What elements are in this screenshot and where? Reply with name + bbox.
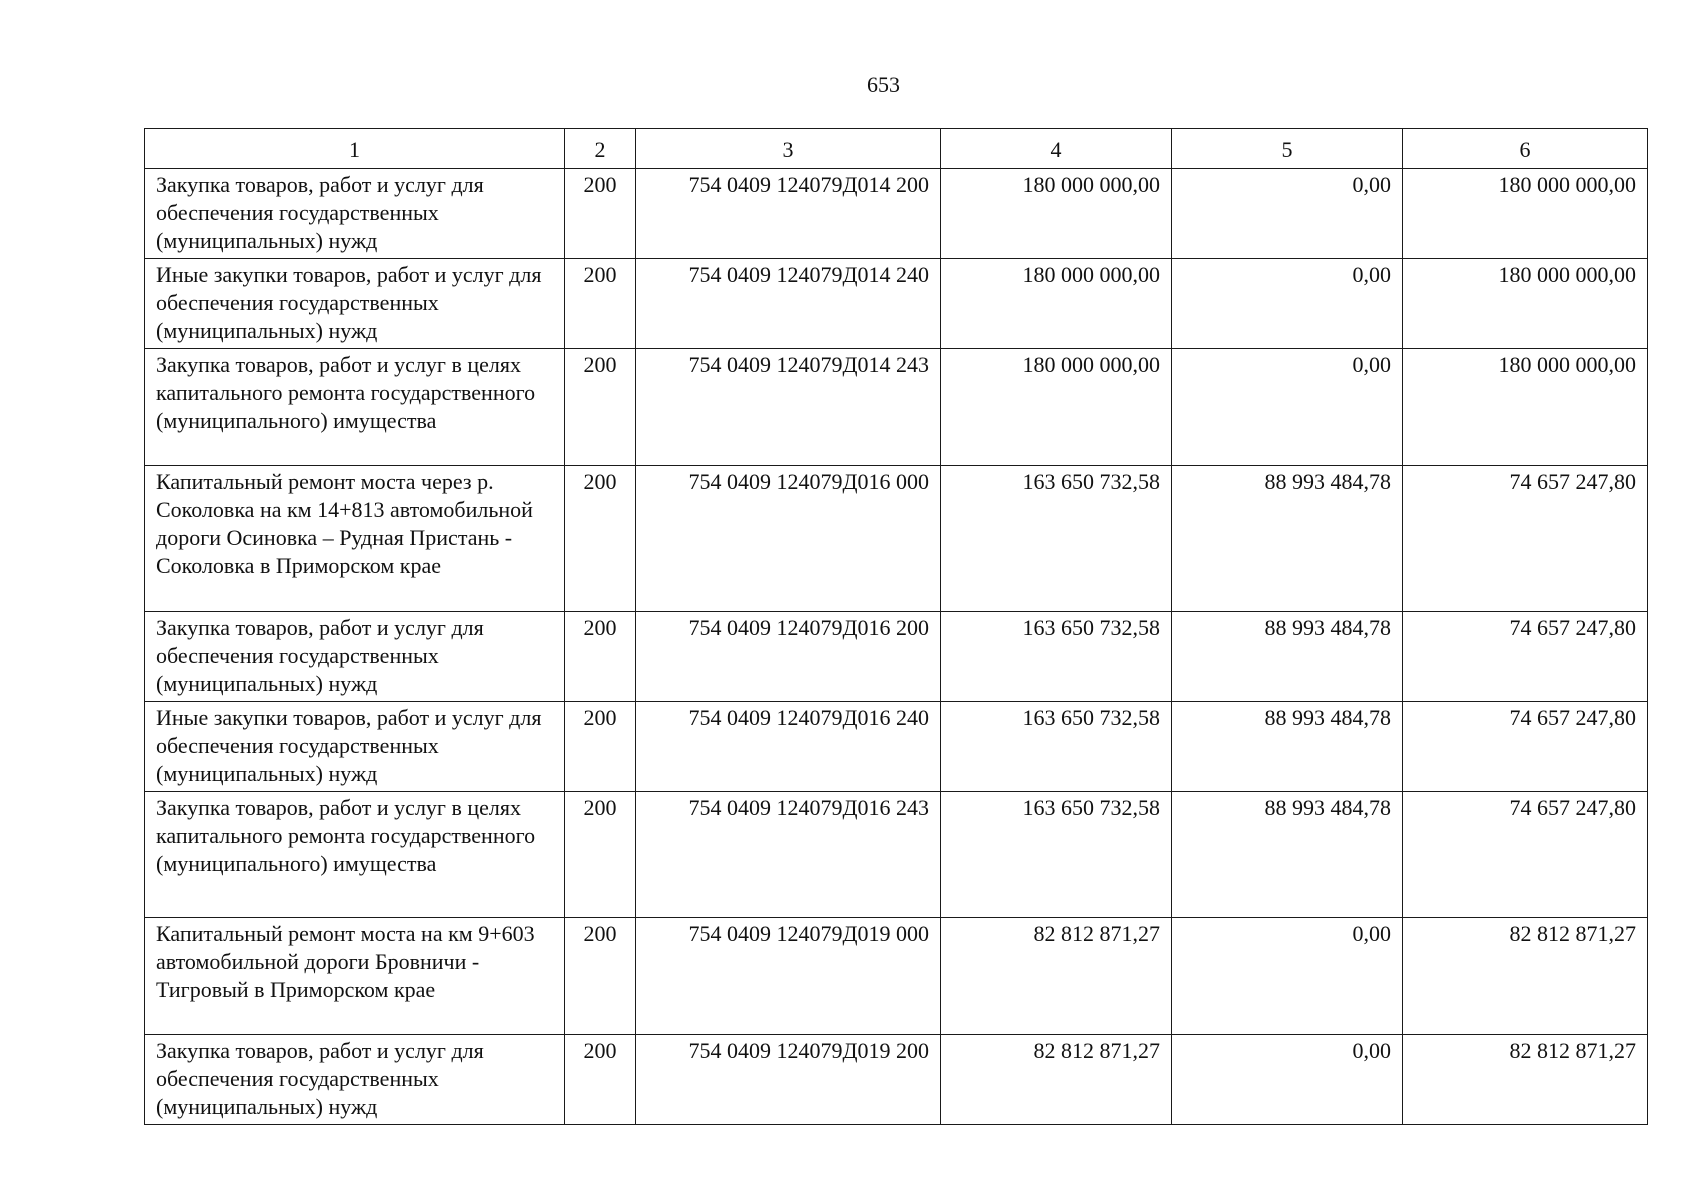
row-value-4-cell: 163 650 732,58 xyxy=(941,792,1172,918)
row-name-cell: Закупка товаров, работ и услуг для обеспечения государственных (муниципальных) нужд xyxy=(145,169,565,259)
row-kbk-cell: 754 0409 124079Д019 000 xyxy=(636,918,941,1035)
row-code-cell: 200 xyxy=(565,702,636,792)
row-value-5-cell: 88 993 484,78 xyxy=(1172,466,1403,612)
row-kbk-cell: 754 0409 124079Д014 240 xyxy=(636,259,941,349)
row-kbk-cell: 754 0409 124079Д019 200 xyxy=(636,1035,941,1125)
row-name-cell: Закупка товаров, работ и услуг для обеспечения государственных (муниципальных) нужд xyxy=(145,612,565,702)
row-name-cell: Иные закупки товаров, работ и услуг для обеспечения государственных (муниципальных) нужд xyxy=(145,259,565,349)
row-value-6-cell: 180 000 000,00 xyxy=(1403,169,1648,259)
column-header-3: 3 xyxy=(636,129,941,169)
table-row xyxy=(145,792,1648,918)
row-value-4-cell: 82 812 871,27 xyxy=(941,918,1172,1035)
row-value-6-cell: 74 657 247,80 xyxy=(1403,792,1648,918)
row-value-5-cell: 88 993 484,78 xyxy=(1172,702,1403,792)
row-name-cell: Закупка товаров, работ и услуг для обеспечения государственных (муниципальных) нужд xyxy=(145,1035,565,1125)
column-header-5: 5 xyxy=(1172,129,1403,169)
row-value-5-cell: 0,00 xyxy=(1172,918,1403,1035)
column-header-1: 1 xyxy=(145,129,565,169)
row-name-cell: Иные закупки товаров, работ и услуг для обеспечения государственных (муниципальных) нужд xyxy=(145,702,565,792)
row-value-4-cell: 163 650 732,58 xyxy=(941,612,1172,702)
row-value-6-cell: 74 657 247,80 xyxy=(1403,702,1648,792)
row-kbk-cell: 754 0409 124079Д014 243 xyxy=(636,349,941,466)
row-value-5-cell: 0,00 xyxy=(1172,349,1403,466)
row-value-4-cell: 163 650 732,58 xyxy=(941,702,1172,792)
row-code-cell: 200 xyxy=(565,169,636,259)
table-row xyxy=(145,169,1648,259)
row-code-cell: 200 xyxy=(565,349,636,466)
budget-table xyxy=(144,128,1648,1125)
table-row xyxy=(145,702,1648,792)
table-row xyxy=(145,466,1648,612)
table-row xyxy=(145,1035,1648,1125)
row-value-6-cell: 74 657 247,80 xyxy=(1403,612,1648,702)
header-row xyxy=(145,129,1648,169)
row-value-4-cell: 180 000 000,00 xyxy=(941,169,1172,259)
row-value-4-cell: 163 650 732,58 xyxy=(941,466,1172,612)
row-name-cell: Закупка товаров, работ и услуг в целях капитального ремонта государственного (муниципального) имущества xyxy=(145,349,565,466)
table-row xyxy=(145,259,1648,349)
row-value-5-cell: 0,00 xyxy=(1172,1035,1403,1125)
row-code-cell: 200 xyxy=(565,466,636,612)
column-header-6: 6 xyxy=(1403,129,1648,169)
column-header-2: 2 xyxy=(565,129,636,169)
row-value-5-cell: 88 993 484,78 xyxy=(1172,792,1403,918)
row-code-cell: 200 xyxy=(565,918,636,1035)
row-kbk-cell: 754 0409 124079Д016 240 xyxy=(636,702,941,792)
table-row xyxy=(145,349,1648,466)
row-value-4-cell: 180 000 000,00 xyxy=(941,349,1172,466)
table-row xyxy=(145,918,1648,1035)
row-kbk-cell: 754 0409 124079Д016 000 xyxy=(636,466,941,612)
row-value-6-cell: 74 657 247,80 xyxy=(1403,466,1648,612)
row-value-6-cell: 180 000 000,00 xyxy=(1403,259,1648,349)
row-name-cell: Закупка товаров, работ и услуг в целях капитального ремонта государственного (муниципального) имущества xyxy=(145,792,565,918)
row-value-5-cell: 0,00 xyxy=(1172,169,1403,259)
row-kbk-cell: 754 0409 124079Д014 200 xyxy=(636,169,941,259)
row-value-6-cell: 82 812 871,27 xyxy=(1403,1035,1648,1125)
page-number: 653 xyxy=(867,72,900,97)
row-value-4-cell: 82 812 871,27 xyxy=(941,1035,1172,1125)
row-code-cell: 200 xyxy=(565,612,636,702)
row-value-5-cell: 0,00 xyxy=(1172,259,1403,349)
row-value-4-cell: 180 000 000,00 xyxy=(941,259,1172,349)
row-code-cell: 200 xyxy=(565,1035,636,1125)
row-name-cell: Капитальный ремонт моста на км 9+603 автомобильной дороги Бровничи - Тигровый в Приморском крае xyxy=(145,918,565,1035)
row-kbk-cell: 754 0409 124079Д016 200 xyxy=(636,612,941,702)
column-header-4: 4 xyxy=(941,129,1172,169)
row-code-cell: 200 xyxy=(565,259,636,349)
row-kbk-cell: 754 0409 124079Д016 243 xyxy=(636,792,941,918)
row-value-6-cell: 82 812 871,27 xyxy=(1403,918,1648,1035)
table-row xyxy=(145,612,1648,702)
row-value-5-cell: 88 993 484,78 xyxy=(1172,612,1403,702)
row-name-cell: Капитальный ремонт моста через р. Соколовка на км 14+813 автомобильной дороги Осиновка – Рудная Пристань - Соколовка в Приморском крае xyxy=(145,466,565,612)
row-value-6-cell: 180 000 000,00 xyxy=(1403,349,1648,466)
row-code-cell: 200 xyxy=(565,792,636,918)
